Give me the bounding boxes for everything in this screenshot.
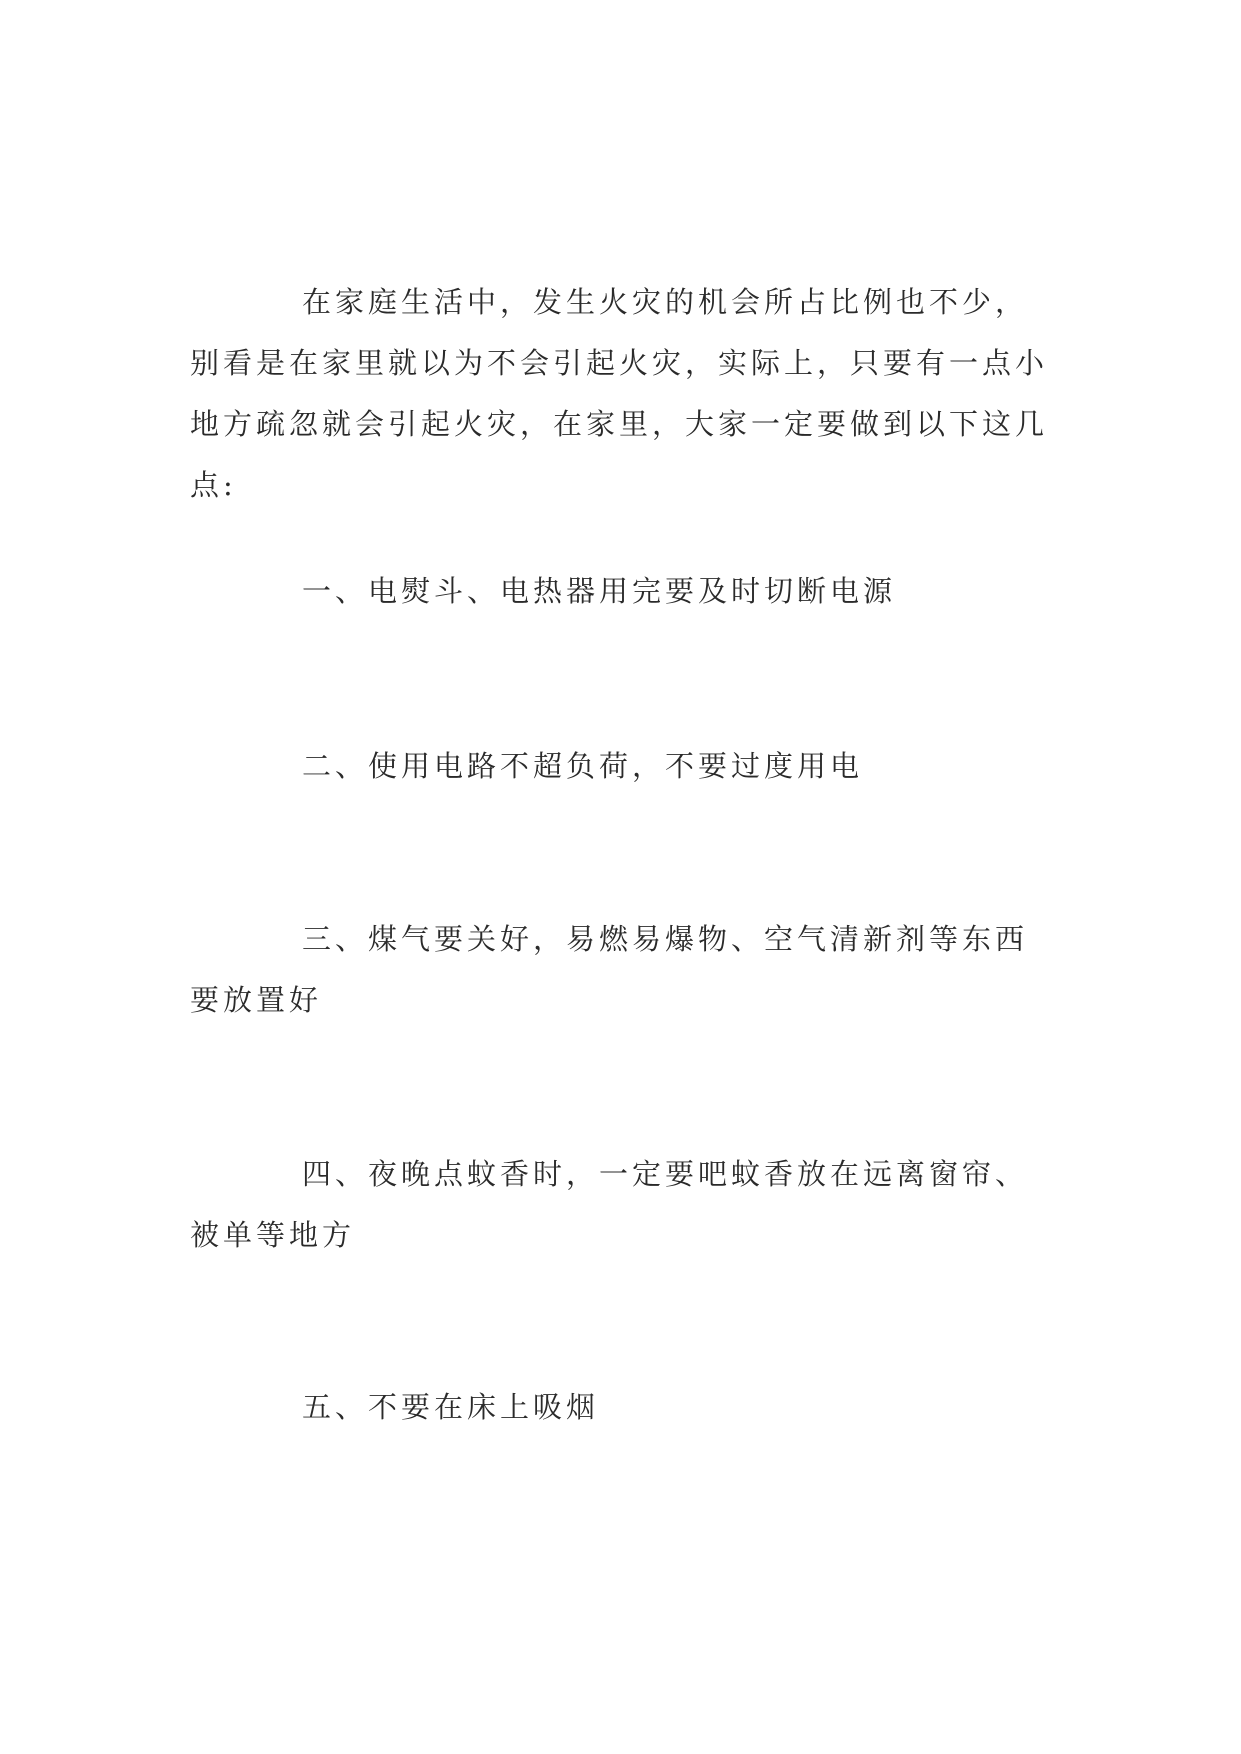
list-item: 三、煤气要关好，易燃易爆物、空气清新剂等东西要放置好 xyxy=(190,922,1029,1017)
list-item: 二、使用电路不超负荷，不要过度用电 xyxy=(302,749,864,783)
list-item: 一、电熨斗、电热器用完要及时切断电源 xyxy=(302,574,897,608)
list-item: 四、夜晚点蚊香时，一定要吧蚊香放在远离窗帘、被单等地方 xyxy=(190,1157,1029,1252)
list-item: 五、不要在床上吸烟 xyxy=(302,1390,600,1424)
intro-paragraph: 在家庭生活中，发生火灾的机会所占比例也不少，别看是在家里就以为不会引起火灾，实际上，只要有一点小地方疏忽就会引起火灾，在家里，大家一定要做到以下这几点: xyxy=(190,285,1049,502)
